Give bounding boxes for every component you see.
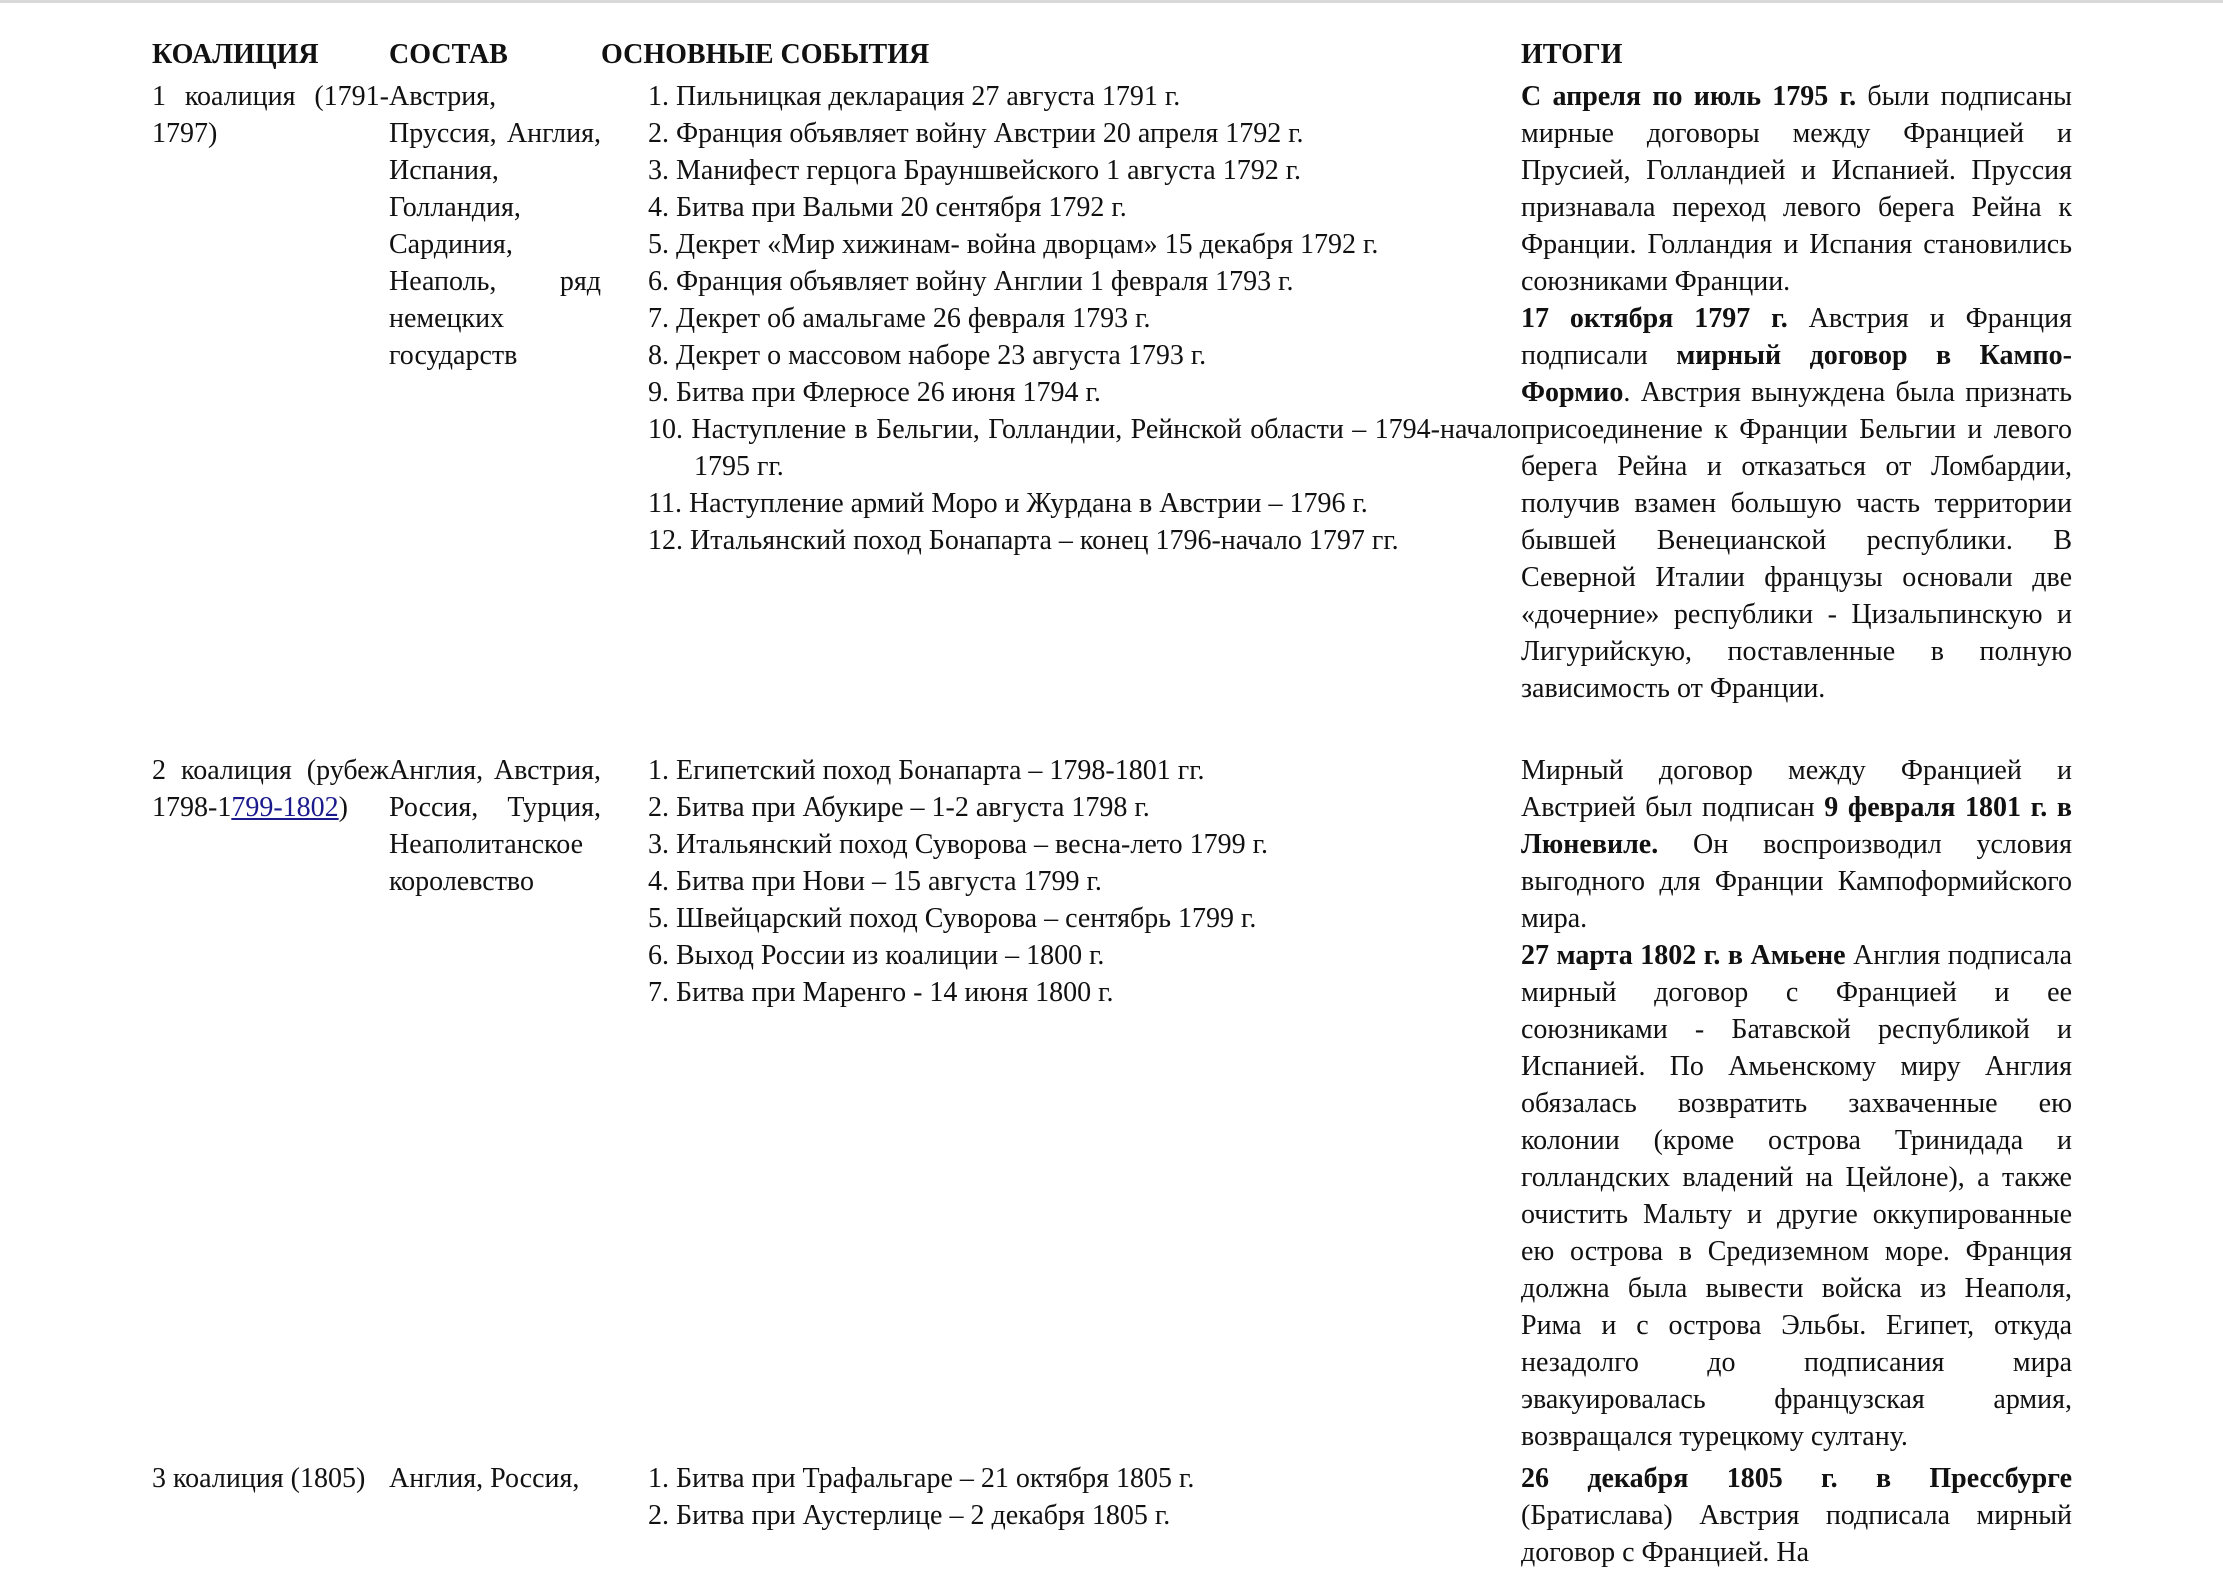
result-text: Мирный договор между Францией и Австрией был подписан — [1521, 755, 2072, 823]
coalition-name: 2 коалиция — [152, 755, 292, 786]
header-events: ОСНОВНЫЕ СОБЫТИЯ — [601, 39, 930, 70]
coalition-years: (1791-1797) — [152, 81, 389, 149]
members-cell: Англия, Австрия, Россия, Турция, Неаполитанское королевство — [389, 755, 601, 897]
list-item: 2. Франция объявляет войну Австрии 20 апреля 1792 г. — [648, 118, 1304, 149]
members-cell: Англия, Россия, — [389, 1463, 580, 1494]
header-members: СОСТАВ — [389, 39, 508, 70]
table-row — [152, 752, 2072, 1460]
coalition-name: 3 коалиция — [152, 1463, 284, 1494]
result-date: 9 февраля 1801 г. в Люневиле. — [1521, 792, 2072, 860]
coalition-years-text: ) — [338, 792, 348, 823]
results-cell — [1521, 1460, 2072, 1571]
result-paragraph — [1521, 752, 2072, 937]
top-border — [0, 0, 2223, 3]
list-item: 1. Битва при Трафальгаре – 21 октября 1805 г. — [648, 1463, 1195, 1494]
members-cell: Австрия, Пруссия, Англия, Испания, Голландия, Сардиния, Неаполь, ряд немецких государств — [389, 81, 601, 371]
events-list — [601, 1460, 1521, 1534]
list-item: 7. Битва при Маренго - 14 июня 1800 г. — [648, 977, 1114, 1008]
list-item: 8. Декрет о массовом наборе 23 августа 1793 г. — [648, 340, 1207, 371]
table-row — [152, 78, 2072, 752]
header-results: ИТОГИ — [1521, 39, 1623, 70]
list-item: 4. Битва при Нови – 15 августа 1799 г. — [648, 866, 1102, 897]
list-item: 12. Итальянский поход Бонапарта – конец 1796-начало 1797 гг. — [648, 525, 1399, 556]
coalition-cell — [152, 752, 389, 1460]
table-header-row — [152, 36, 2072, 78]
list-item: 1. Египетский поход Бонапарта – 1798-1801 гг. — [648, 755, 1205, 786]
list-item: 11. Наступление армий Моро и Журдана в Австрии – 1796 г. — [648, 488, 1368, 519]
events-cell — [601, 78, 1521, 752]
result-date: С апреля по июль 1795 г. — [1521, 81, 1857, 112]
result-text: (Братислава) Австрия подписала мирный договор с Францией. На — [1521, 1500, 2072, 1568]
list-item: 4. Битва при Вальми 20 сентября 1792 г. — [648, 192, 1127, 223]
coalition-years-text: (рубеж 1798-1 — [152, 755, 389, 823]
header-coalition: КОАЛИЦИЯ — [152, 39, 319, 70]
list-item: 9. Битва при Флерюсе 26 июня 1794 г. — [648, 377, 1101, 408]
coalitions-table — [152, 36, 2072, 1571]
result-date: 27 марта 1802 г. в Амьене — [1521, 940, 1846, 971]
list-item: 10. Наступление в Бельгии, Голландии, Рейнской области – 1794-начало 1795 гг. — [648, 414, 1521, 482]
coalition-years: (1805) — [290, 1463, 366, 1494]
result-paragraph — [1521, 1460, 2072, 1571]
result-text: были подписаны мирные договоры между Францией и Прусией, Голландией и Испанией. Пруссия признавала переход левого берега Рейна к Франции. Голландия и Испания становились союзниками Франции. — [1521, 81, 2072, 297]
result-date: 17 октября 1797 г. — [1521, 303, 1788, 334]
years-link[interactable]: 799-1802 — [231, 792, 339, 823]
events-list — [601, 78, 1521, 559]
list-item: 3. Манифест герцога Брауншвейского 1 августа 1792 г. — [648, 155, 1302, 186]
list-item: 7. Декрет об амальгаме 26 февраля 1793 г. — [648, 303, 1151, 334]
list-item: 1. Пильницкая декларация 27 августа 1791 г. — [648, 81, 1181, 112]
list-item: 2. Битва при Абукире – 1-2 августа 1798 г. — [648, 792, 1150, 823]
list-item: 6. Франция объявляет войну Англии 1 февраля 1793 г. — [648, 266, 1294, 297]
events-cell — [601, 1460, 1521, 1571]
document-body — [152, 36, 2072, 1571]
result-paragraph — [1521, 78, 2072, 300]
results-cell — [1521, 78, 2072, 752]
result-paragraph — [1521, 937, 2072, 1455]
coalition-name: 1 коалиция — [152, 81, 296, 112]
coalition-cell — [152, 78, 389, 752]
events-list — [601, 752, 1521, 1011]
list-item: 5. Декрет «Мир хижинам- война дворцам» 15 декабря 1792 г. — [648, 229, 1379, 260]
result-treaty: мирный договор в Кампо-Формио — [1521, 340, 2072, 408]
table-row — [152, 1460, 2072, 1571]
result-paragraph — [1521, 300, 2072, 707]
result-text: Австрия и Франция подписали — [1521, 303, 2072, 371]
results-cell — [1521, 752, 2072, 1460]
list-item: 5. Швейцарский поход Суворова – сентябрь 1799 г. — [648, 903, 1257, 934]
list-item: 6. Выход России из коалиции – 1800 г. — [648, 940, 1105, 971]
result-date: 26 декабря 1805 г. в Прессбурге — [1521, 1463, 2072, 1494]
coalition-cell — [152, 1460, 389, 1571]
result-text: Англия подписала мирный договор с Францией и ее союзниками - Батавской республикой и Испанией. По Амьенскому миру Англия обязалась возвратить захваченные ею колонии (кроме острова Тринидада и голландских владений на Цейлоне), а также очистить Мальту и другие оккупированные ею острова в Средиземном море. Франция должна была вывести войска из Неаполя, Рима и с острова Эльбы. Египет, откуда незадолго до подписания мира эвакуировалась французская армия, возвращался турецкому султану. — [1521, 940, 2072, 1452]
list-item: 2. Битва при Аустерлице – 2 декабря 1805 г. — [648, 1500, 1171, 1531]
result-text: . Австрия вынуждена была признать присоединение к Франции Бельгии и левого берега Рейна и отказаться от Ломбардии, получив взамен большую часть территории бывшей Венецианской республики. В Северной Италии французы основали две «дочерние» республики - Цизальпинскую и Лигурийскую, поставленные в полную зависимость от Франции. — [1521, 377, 2072, 704]
result-text: Он воспроизводил условия выгодного для Франции Кампоформийского мира. — [1521, 829, 2072, 934]
events-cell — [601, 752, 1521, 1460]
list-item: 3. Итальянский поход Суворова – весна-лето 1799 г. — [648, 829, 1268, 860]
